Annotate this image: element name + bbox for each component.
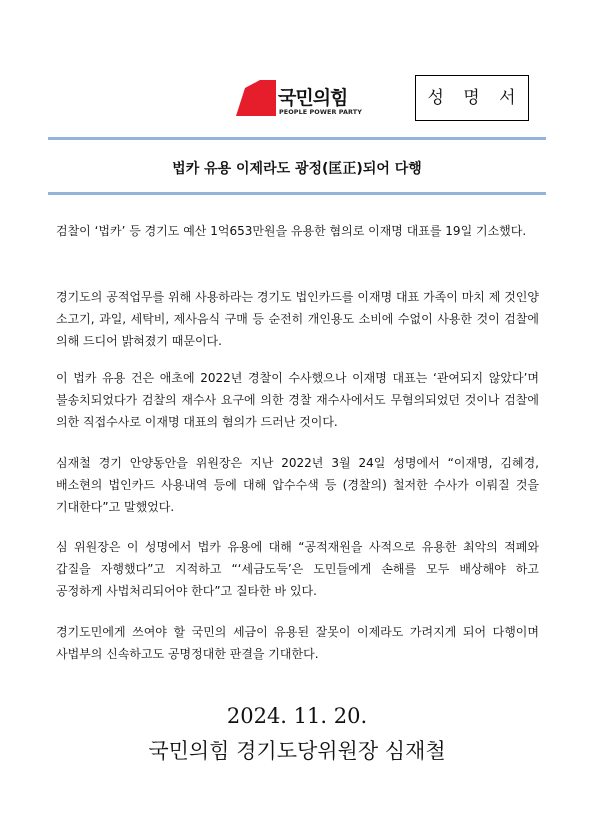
logo-text: 국민의힘 <box>278 87 348 109</box>
divider-top <box>48 137 546 140</box>
logo-subtext: PEOPLE POWER PARTY <box>279 108 362 116</box>
divider-bottom <box>48 192 546 195</box>
party-logo <box>236 80 376 124</box>
paragraph-3: 이 법카 유용 건은 애초에 2022년 경찰이 수사했으나 이재명 대표는 ‘관여되지 않았다’며 불송치되었다가 검찰의 재수사 요구에 의한 경찰 재수사에서도 무혐의되었던 것이나 검찰에 의한 직접수사로 이재명 대표의 혐의가 드러난 것이다. <box>56 371 539 429</box>
party-logo-icon <box>236 80 276 116</box>
paragraph-6: 경기도민에게 쓰여야 할 국민의 세금이 유용된 잘못이 이제라도 가려지게 되어 다행이며 사법부의 신속하고도 공명정대한 판결을 기대한다. <box>56 625 539 661</box>
document-type-box: 성 명 서 <box>415 75 529 121</box>
headline: 법카 유용 이제라도 광정(匡正)되어 다행 <box>172 161 422 177</box>
paragraph-4: 심재철 경기 안양동안을 위원장은 지난 2022년 3월 24일 성명에서 “이재명, 김혜경, 배소현의 법인카드 사용내역 등에 대해 압수수색 등 (경찰의) 철저한 수사가 이뤄질 것을 기대한다”고 말했었다. <box>56 456 539 514</box>
paragraph-2: 경기도의 공적업무를 위해 사용하라는 경기도 법인카드를 이재명 대표 가족이 마치 제 것인양 소고기, 과일, 세탁비, 제사음식 구매 등 순전히 개인용도 소비에 수없이 사용한 것이 검찰에 의해 드디어 밝혀졌기 때문이다. <box>56 290 539 348</box>
release-date: 2024. 11. 20. <box>226 704 368 728</box>
paragraph-5: 심 위원장은 이 성명에서 법카 유용에 대해 “공적재원을 사적으로 유용한 최악의 적폐와 갑질을 자행했다”고 지적하고 “‘세금도둑’은 도민들에게 손해를 모두 배상해야 하고 공정하게 사법처리되어야 한다”고 질타한 바 있다. <box>56 540 539 598</box>
signer: 국민의힘 경기도당위원장 심재철 <box>148 739 446 763</box>
paragraph-1: 검찰이 ‘법카’ 등 경기도 예산 1억653만원을 유용한 혐의로 이재명 대표를 19일 기소했다. <box>56 224 527 238</box>
